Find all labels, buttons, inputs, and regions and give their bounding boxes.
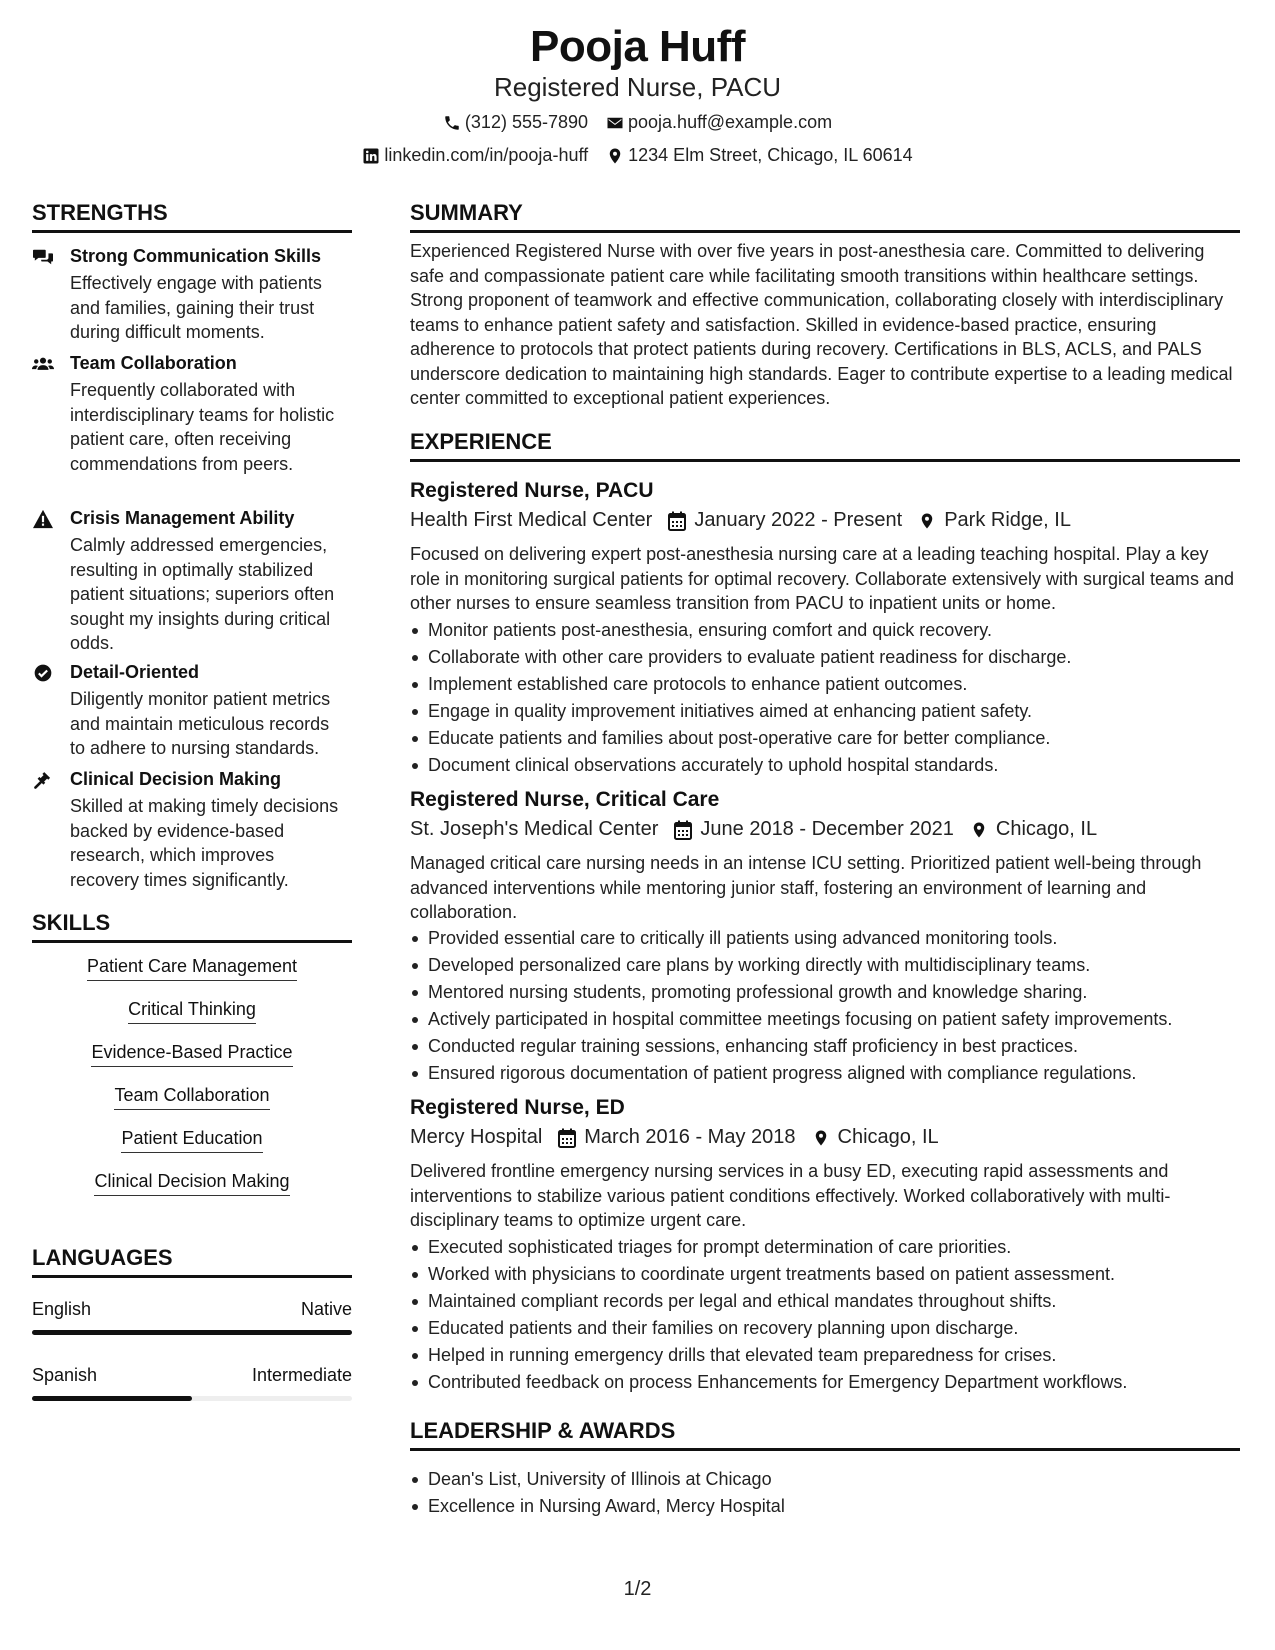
strengths-heading: STRENGTHS — [32, 200, 352, 233]
bullet-item: Mentored nursing students, promoting professional growth and knowledge sharing. — [410, 979, 1240, 1006]
bullet-item: Maintained compliant records per legal and ethical mandates throughout shifts. — [410, 1288, 1240, 1315]
job-dates-text: March 2016 - May 2018 — [584, 1126, 796, 1148]
comments-icon — [32, 247, 54, 267]
strength-desc: Frequently collaborated with interdisciplinary teams for holistic patient care, often receiving commendations from peers. — [70, 380, 335, 474]
awards-heading: LEADERSHIP & AWARDS — [410, 1418, 1240, 1451]
check-circle-icon — [32, 663, 54, 683]
job-location-text: Chicago, IL — [995, 818, 1098, 840]
bullet-item: Implement established care protocols to enhance patient outcomes. — [410, 671, 1240, 698]
gavel-icon — [32, 770, 54, 790]
skill-tag — [32, 1128, 352, 1153]
job-employer: Health First Medical Center — [410, 509, 653, 531]
language-proficiency-bar — [32, 1330, 352, 1335]
job-meta — [410, 509, 1087, 532]
contact-email[interactable] — [606, 112, 832, 133]
job-meta — [410, 818, 1113, 841]
contact-address — [606, 145, 913, 166]
job-title: Registered Nurse, PACU — [410, 479, 654, 502]
skill-label: Patient Care Management — [87, 956, 297, 981]
map-pin-icon — [918, 511, 936, 531]
job-location-text: Chicago, IL — [837, 1126, 939, 1148]
job-description: Delivered frontline emergency nursing services in a busy ED, executing rapid assessments and interventions to stabilize various patient conditions effectively. Worked collaboratively with multi-disciplinary teams to optimize urgent care. — [410, 1161, 1171, 1230]
candidate-role: Registered Nurse, PACU — [493, 72, 782, 102]
contact-row-2 — [0, 145, 1275, 166]
summary-heading: SUMMARY — [410, 200, 1240, 233]
skill-label: Team Collaboration — [114, 1085, 269, 1110]
map-pin-icon — [812, 1128, 830, 1148]
language-name: English — [32, 1299, 92, 1319]
job-description: Managed critical care nursing needs in an intense ICU setting. Prioritized patient well-being through advanced interventions while mentoring junior staff, fostering an environment of learning and collaboration. — [410, 853, 1202, 922]
job-location — [970, 818, 1097, 841]
summary-text: Experienced Registered Nurse with over five years in post-anesthesia care. Committed to delivering safe and compassionate patient care while facilitating smooth transitions within healthcare settings. Strong proponent of teamwork and effective communication, collaborating closely with interdisciplinary teams to enhance patient safety and satisfaction. Skilled in evidence-based practice, ensuring adherence to protocols that protect patients during recovery. Certifications in BLS, ACLS, and PALS underscore dedication to maintaining high standards. Eager to contribute expertise to a leading medical center committed to exceptional patient experiences. — [410, 241, 1233, 408]
address-text: 1234 Elm Street, Chicago, IL 60614 — [628, 145, 913, 165]
skill-tag — [32, 956, 352, 981]
strength-desc: Effectively engage with patients and families, gaining their trust during difficult moments. — [70, 273, 322, 342]
bullet-item: Contributed feedback on process Enhancements for Emergency Department workflows. — [410, 1369, 1240, 1396]
bullet-item: Engage in quality improvement initiatives aimed at enhancing patient safety. — [410, 698, 1240, 725]
calendar-icon — [674, 820, 692, 840]
skill-label: Critical Thinking — [128, 999, 256, 1024]
job-bullets — [410, 617, 1240, 779]
skill-tag — [32, 1171, 352, 1196]
warning-icon — [32, 509, 54, 529]
bullet-item: Document clinical observations accurately to uphold hospital standards. — [410, 752, 1240, 779]
job-title: Registered Nurse, Critical Care — [410, 788, 720, 811]
skill-tag — [32, 1042, 352, 1067]
job-meta — [410, 1126, 955, 1149]
page-indicator: 1/2 — [623, 1578, 652, 1600]
bullet-item: Executed sophisticated triages for prompt determination of care priorities. — [410, 1234, 1240, 1261]
skill-label: Evidence-Based Practice — [91, 1042, 292, 1067]
bullet-item: Conducted regular training sessions, enhancing staff proficiency in best practices. — [410, 1033, 1240, 1060]
skill-tag — [32, 999, 352, 1024]
bullet-item: Ensured rigorous documentation of patient progress aligned with compliance regulations. — [410, 1060, 1240, 1087]
contact-phone — [443, 112, 588, 133]
language-proficiency-fill — [32, 1330, 352, 1335]
job-employer: Mercy Hospital — [410, 1126, 543, 1148]
experience-heading: EXPERIENCE — [410, 429, 1240, 462]
linkedin-text[interactable]: linkedin.com/in/pooja-huff — [384, 145, 589, 165]
job-location — [918, 509, 1071, 532]
skills-heading: SKILLS — [32, 910, 352, 943]
job-description: Focused on delivering expert post-anesthesia nursing care at a leading teaching hospital. Play a key role in monitoring surgical patients for optimal recovery. Collaborate extensively with surgical teams and other nurses to ensure seamless transition from PACU to inpatient units or home. — [410, 544, 1235, 613]
job-dates-text: January 2022 - Present — [694, 509, 903, 531]
phone-text: (312) 555-7890 — [464, 112, 589, 132]
bullet-item: Monitor patients post-anesthesia, ensuring comfort and quick recovery. — [410, 617, 1240, 644]
language-level: Intermediate — [251, 1365, 352, 1385]
language-proficiency-fill — [32, 1396, 192, 1401]
award-item: Excellence in Nursing Award, Mercy Hospital — [410, 1493, 1240, 1520]
bullet-item: Provided essential care to critically ill patients using advanced monitoring tools. — [410, 925, 1240, 952]
bullet-item: Educate patients and families about post-operative care for better compliance. — [410, 725, 1240, 752]
skill-tag — [32, 1085, 352, 1110]
strength-desc: Calmly addressed emergencies, resulting in optimally stabilized patient situations; superiors often sought my insights during critical odds. — [70, 535, 335, 653]
job-location-text: Park Ridge, IL — [944, 509, 1071, 531]
job-location — [812, 1126, 939, 1149]
bullet-item: Worked with physicians to coordinate urgent treatments based on patient assessment. — [410, 1261, 1240, 1288]
job-dates-text: June 2018 - December 2021 — [700, 818, 954, 840]
job-dates — [674, 818, 954, 841]
strength-title: Strong Communication Skills — [70, 246, 322, 266]
linkedin-icon — [362, 147, 380, 165]
job-bullets — [410, 925, 1240, 1087]
strength-title: Crisis Management Ability — [70, 508, 295, 528]
bullet-item: Actively participated in hospital committee meetings focusing on patient safety improvements. — [410, 1006, 1240, 1033]
contact-row-1 — [0, 112, 1275, 133]
candidate-name: Pooja Huff — [530, 22, 745, 71]
users-icon — [32, 354, 54, 374]
job-bullets — [410, 1234, 1240, 1396]
calendar-icon — [558, 1128, 576, 1148]
job-employer: St. Joseph's Medical Center — [410, 818, 659, 840]
strength-desc: Diligently monitor patient metrics and maintain meticulous records to adhere to nursing standards. — [70, 689, 331, 758]
bullet-item: Helped in running emergency drills that elevated team preparedness for crises. — [410, 1342, 1240, 1369]
languages-heading: LANGUAGES — [32, 1245, 352, 1278]
email-text[interactable]: pooja.huff@example.com — [628, 112, 833, 132]
award-item: Dean's List, University of Illinois at Chicago — [410, 1466, 1240, 1493]
map-pin-icon — [606, 147, 624, 165]
bullet-item: Educated patients and their families on recovery planning upon discharge. — [410, 1315, 1240, 1342]
language-proficiency-bar — [32, 1396, 352, 1401]
strength-desc: Skilled at making timely decisions backed by evidence-based research, which improves recovery times significantly. — [70, 796, 339, 890]
contact-linkedin[interactable] — [362, 145, 588, 166]
skill-label: Clinical Decision Making — [94, 1171, 289, 1196]
language-name: Spanish — [32, 1365, 98, 1385]
envelope-icon — [606, 114, 624, 132]
skill-label: Patient Education — [121, 1128, 262, 1153]
phone-icon — [443, 114, 461, 132]
job-dates — [558, 1126, 795, 1149]
calendar-icon — [668, 511, 686, 531]
language-level: Native — [300, 1299, 352, 1319]
bullet-item: Collaborate with other care providers to evaluate patient readiness for discharge. — [410, 644, 1240, 671]
awards-list — [410, 1466, 1240, 1520]
strength-title: Team Collaboration — [70, 353, 237, 373]
map-pin-icon — [970, 820, 988, 840]
job-title: Registered Nurse, ED — [410, 1096, 625, 1119]
strength-title: Detail-Oriented — [70, 662, 200, 682]
bullet-item: Developed personalized care plans by working directly with multidisciplinary teams. — [410, 952, 1240, 979]
strength-title: Clinical Decision Making — [70, 769, 282, 789]
language-row — [32, 1299, 352, 1320]
job-dates — [668, 509, 902, 532]
language-row — [32, 1365, 352, 1386]
